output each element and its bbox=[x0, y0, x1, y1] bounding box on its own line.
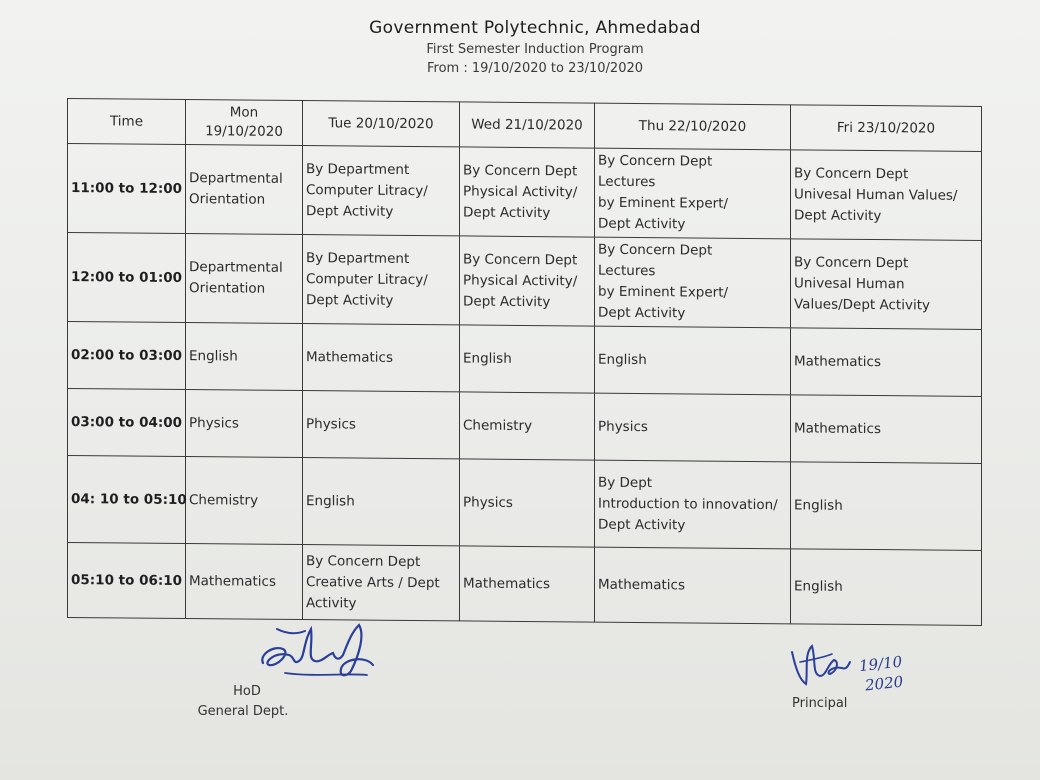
timetable-row bbox=[68, 233, 982, 330]
session-cell bbox=[303, 458, 460, 546]
header-mon bbox=[186, 100, 303, 146]
session-line: By Concern Dept bbox=[794, 164, 909, 182]
session-line: English bbox=[463, 349, 512, 367]
header-day: Mon bbox=[229, 104, 259, 121]
session-line: Mathematics bbox=[463, 574, 550, 592]
session-line: Physical Activity/ bbox=[463, 271, 578, 289]
session-line: Lectures bbox=[598, 173, 656, 191]
header-date: 23/10/2020 bbox=[857, 119, 936, 137]
session-line: Physical Activity/ bbox=[463, 182, 578, 200]
session-line: Dept Activity bbox=[598, 516, 686, 533]
session-line: Physics bbox=[598, 418, 648, 435]
principal-title: Principal bbox=[792, 696, 848, 711]
session-line: Introduction to innovation/ bbox=[598, 495, 778, 513]
session-line: Mathematics bbox=[794, 419, 881, 437]
session-line: English bbox=[598, 351, 647, 368]
session-cell bbox=[791, 239, 982, 330]
session-cell bbox=[595, 237, 791, 328]
session-line: Orientation bbox=[189, 280, 266, 297]
time-slot: 12:00 to 01:00 bbox=[68, 233, 186, 323]
session-cell bbox=[303, 391, 460, 459]
program-date-range: From : 19/10/2020 to 23/10/2020 bbox=[426, 61, 644, 76]
principal-date-line1: 19/10 bbox=[858, 652, 904, 676]
session-line: Orientation bbox=[189, 191, 266, 208]
session-cell bbox=[595, 547, 791, 624]
session-cell bbox=[460, 147, 595, 237]
header-wed bbox=[460, 102, 595, 148]
timetable-header-row bbox=[68, 99, 982, 152]
session-line: Computer Litracy/ bbox=[306, 270, 428, 288]
session-line: Creative Arts / Dept bbox=[306, 573, 440, 591]
session-line: Univesal Human bbox=[794, 274, 905, 292]
hod-signature bbox=[255, 615, 385, 685]
session-cell bbox=[595, 326, 791, 395]
session-line: Mathematics bbox=[598, 576, 685, 593]
session-line: Physics bbox=[306, 415, 356, 433]
session-cell bbox=[791, 462, 982, 551]
principal-sign-date bbox=[854, 652, 905, 697]
header-day: Fri bbox=[836, 119, 853, 136]
time-slot: 05:10 to 06:10 bbox=[68, 543, 186, 619]
header-date: 19/10/2020 bbox=[205, 123, 283, 140]
session-line: by Eminent Expert/ bbox=[598, 283, 729, 301]
session-cell bbox=[460, 325, 595, 393]
session-line: Physics bbox=[463, 493, 513, 511]
session-cell bbox=[460, 392, 595, 460]
principal-date-line2: 2020 bbox=[864, 672, 905, 695]
session-cell bbox=[791, 150, 982, 241]
session-line: Departmental bbox=[189, 170, 283, 187]
time-slot: 03:00 to 04:00 bbox=[68, 389, 186, 457]
session-cell bbox=[303, 235, 460, 325]
session-line: By Concern Dept bbox=[463, 161, 578, 179]
session-cell bbox=[303, 324, 460, 392]
time-slot: 02:00 to 03:00 bbox=[68, 322, 186, 390]
session-cell bbox=[186, 234, 303, 324]
session-line: Mathematics bbox=[306, 348, 393, 366]
session-line: By Concern Dept bbox=[463, 250, 578, 268]
session-cell bbox=[595, 148, 791, 239]
session-line: Physics bbox=[189, 414, 239, 432]
session-line: Dept Activity bbox=[306, 291, 394, 309]
session-cell bbox=[595, 393, 791, 462]
timetable-row bbox=[68, 322, 982, 397]
session-line: Dept Activity bbox=[598, 215, 686, 233]
time-slot: 11:00 to 12:00 bbox=[68, 144, 186, 234]
session-line: By Department bbox=[306, 160, 410, 178]
session-line: Dept Activity bbox=[306, 202, 394, 220]
document-header bbox=[300, 18, 770, 76]
session-cell bbox=[460, 236, 595, 326]
header-day: Wed bbox=[471, 116, 501, 133]
timetable-row bbox=[68, 389, 982, 464]
timetable-row bbox=[68, 543, 982, 626]
session-cell bbox=[186, 544, 303, 620]
timetable-row bbox=[68, 456, 982, 551]
session-line: English bbox=[189, 347, 238, 364]
session-line: Dept Activity bbox=[598, 304, 686, 322]
hod-dept: General Dept. bbox=[197, 704, 289, 719]
header-day: Thu bbox=[638, 117, 665, 134]
session-line: Departmental bbox=[189, 259, 283, 276]
session-line: Mathematics bbox=[794, 352, 881, 370]
session-line: Dept Activity bbox=[463, 292, 551, 310]
session-line: By Concern Dept bbox=[794, 253, 909, 271]
session-line: Dept Activity bbox=[463, 203, 551, 221]
session-line: Univesal Human Values/ bbox=[794, 185, 958, 204]
hod-title: HoD bbox=[233, 684, 261, 699]
session-line: By Concern Dept bbox=[306, 552, 421, 570]
header-time bbox=[68, 99, 186, 145]
institution-title: Government Polytechnic, Ahmedabad bbox=[369, 18, 701, 38]
header-date: 21/10/2020 bbox=[504, 116, 583, 134]
timetable bbox=[67, 98, 982, 626]
header-date: 22/10/2020 bbox=[668, 117, 747, 135]
session-cell bbox=[303, 146, 460, 236]
time-slot: 04: 10 to 05:10 bbox=[68, 456, 186, 544]
session-line: English bbox=[794, 577, 843, 595]
session-line: By Department bbox=[306, 249, 410, 267]
header-day: Tue bbox=[328, 114, 352, 131]
session-line: Chemistry bbox=[463, 416, 533, 434]
hod-signature-block bbox=[193, 684, 293, 719]
session-line: Values/Dept Activity bbox=[794, 295, 930, 314]
session-line: By Concern Dept bbox=[598, 241, 713, 259]
session-cell bbox=[791, 328, 982, 397]
session-line: English bbox=[306, 492, 355, 510]
session-cell bbox=[303, 545, 460, 621]
header-thu bbox=[595, 103, 791, 150]
session-cell bbox=[460, 459, 595, 547]
session-line: By Dept bbox=[598, 474, 653, 491]
session-cell bbox=[186, 390, 303, 458]
timetable-row bbox=[68, 144, 982, 241]
session-cell bbox=[791, 395, 982, 464]
session-line: Lectures bbox=[598, 262, 656, 280]
session-cell bbox=[791, 549, 982, 626]
session-line: Mathematics bbox=[189, 572, 276, 590]
session-line: Chemistry bbox=[189, 491, 259, 509]
session-cell bbox=[186, 323, 303, 391]
session-cell bbox=[186, 457, 303, 545]
principal-signature bbox=[786, 640, 856, 690]
header-date: 20/10/2020 bbox=[355, 115, 434, 132]
session-line: Dept Activity bbox=[794, 206, 882, 224]
header-time-label: Time bbox=[109, 112, 144, 130]
session-line: by Eminent Expert/ bbox=[598, 194, 729, 212]
session-cell bbox=[595, 460, 791, 549]
session-cell bbox=[186, 145, 303, 235]
session-line: Activity bbox=[306, 594, 357, 612]
session-line: By Concern Dept bbox=[598, 152, 713, 170]
program-subtitle: First Semester Induction Program bbox=[426, 42, 644, 57]
session-line: English bbox=[794, 496, 843, 514]
session-cell bbox=[460, 546, 595, 622]
session-line: Computer Litracy/ bbox=[306, 181, 428, 199]
header-tue bbox=[303, 101, 460, 147]
header-fri bbox=[791, 105, 982, 152]
